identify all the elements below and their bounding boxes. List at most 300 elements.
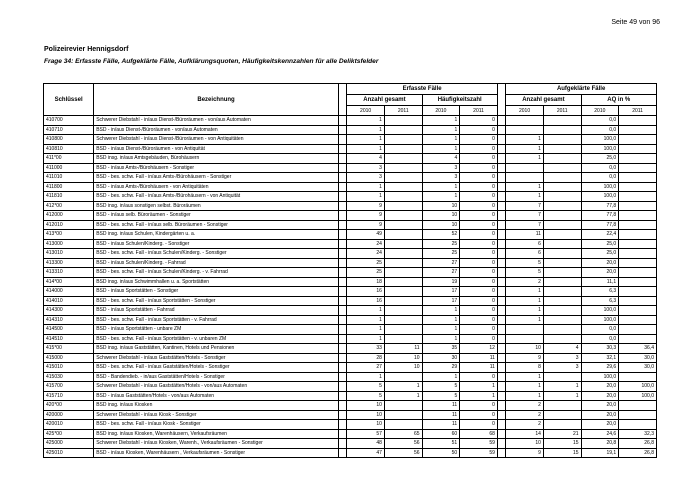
cell-aufgeklaert-2011 [543,325,581,335]
cell-aq-2011 [619,306,657,316]
header-haeufigkeitszahl: Häufigkeitszahl [422,95,497,106]
row-key: 414500 [44,325,94,335]
cell-hzk-2010: 60 [422,429,460,439]
cell-hzk-2010: 10 [422,220,460,230]
cell-aq-2010: 0,0 [581,163,619,173]
cell-hzk-2011: 0 [460,239,498,249]
cell-aufgeklaert-2011 [543,182,581,192]
cell-anzahl-2010: 3 [347,173,385,183]
cell-anzahl-2011: 10 [384,353,422,363]
spacer [497,382,505,392]
cell-hzk-2010: 30 [422,353,460,363]
spacer [338,144,346,154]
cell-aq-2010: 25,0 [581,154,619,164]
cell-anzahl-2011 [384,201,422,211]
spacer [497,239,505,249]
cell-aq-2011: 32,3 [619,429,657,439]
cell-anzahl-2010: 1 [347,182,385,192]
row-description: BSD - in/aus Sportstätten - Fahrrad [94,306,339,316]
cell-anzahl-2011: 65 [384,429,422,439]
cell-aq-2011 [619,239,657,249]
spacer [497,258,505,268]
cell-anzahl-2010: 1 [347,125,385,135]
spacer [497,420,505,430]
cell-aufgeklaert-2010 [506,325,544,335]
cell-hzk-2011: 0 [460,173,498,183]
year-header: 2010 [347,106,385,116]
cell-aq-2010: 20,0 [581,258,619,268]
row-description: Schwerer Diebstahl - in/aus Dienst-/Büroräumen - von Antiquitäten [94,135,339,145]
cell-aufgeklaert-2011 [543,277,581,287]
cell-aq-2010: 100,0 [581,315,619,325]
spacer [497,192,505,202]
table-row [44,382,657,392]
cell-aufgeklaert-2010: 1 [506,296,544,306]
spacer [338,353,346,363]
row-description: BSD - bes. schw. Fall - in/aus Sportstätten - Sonstiger [94,296,339,306]
cell-aq-2010: 77,8 [581,211,619,221]
row-key: 411010 [44,173,94,183]
cell-aq-2011 [619,230,657,240]
cell-anzahl-2011: 11 [384,344,422,354]
cell-hzk-2011: 0 [460,287,498,297]
cell-hzk-2010: 3 [422,173,460,183]
row-description: BSD - bes. schw. Fall - in/aus Amts-/Bürohäusern - Sonstiger [94,173,339,183]
row-key: 415*00 [44,344,94,354]
row-key: 413*00 [44,230,94,240]
cell-hzk-2011: 0 [460,230,498,240]
row-key: 415010 [44,363,94,373]
row-key: 412010 [44,220,94,230]
table-row [44,325,657,335]
cell-aq-2011: 100,0 [619,382,657,392]
cell-anzahl-2010: 18 [347,277,385,287]
spacer [497,353,505,363]
row-description: BSD - in/aus Schulen/Kinderg. - Sonstiger [94,239,339,249]
row-key: 413310 [44,268,94,278]
row-description: BSD insg. in/aus Schulen, Kindergärten u. a. [94,230,339,240]
cell-aq-2010: 25,0 [581,239,619,249]
spacer [338,306,346,316]
table-row [44,258,657,268]
row-key: 410700 [44,116,94,126]
cell-aufgeklaert-2010: 7 [506,220,544,230]
cell-hzk-2011: 0 [460,420,498,430]
row-description: BSD - bes. schw. Fall - in/aus Sportstätten - v. unbaren ZM [94,334,339,344]
cell-hzk-2010: 11 [422,401,460,411]
cell-anzahl-2010: 47 [347,448,385,458]
cell-anzahl-2010: 25 [347,268,385,278]
cell-aufgeklaert-2010: 6 [506,249,544,259]
header-anzahl-erfasst: Anzahl gesamt [347,95,422,106]
cell-aufgeklaert-2010: 1 [506,382,544,392]
cell-hzk-2011: 0 [460,372,498,382]
cell-aufgeklaert-2010: 1 [506,154,544,164]
table-row [44,239,657,249]
cell-aufgeklaert-2011 [543,268,581,278]
cell-aufgeklaert-2011 [543,163,581,173]
cell-anzahl-2011: 56 [384,448,422,458]
cell-anzahl-2010: 57 [347,429,385,439]
cell-aufgeklaert-2011 [543,154,581,164]
spacer [338,192,346,202]
cell-aq-2010: 100,0 [581,192,619,202]
table-row [44,125,657,135]
cell-hzk-2011: 0 [460,144,498,154]
cell-aq-2010: 100,0 [581,372,619,382]
spacer [497,182,505,192]
row-key: 411800 [44,182,94,192]
spacer [497,401,505,411]
cell-hzk-2011: 0 [460,125,498,135]
cell-anzahl-2011 [384,182,422,192]
cell-aufgeklaert-2011 [543,239,581,249]
spacer [497,448,505,458]
cell-anzahl-2010: 1 [347,135,385,145]
cell-hzk-2011: 0 [460,211,498,221]
cell-hzk-2011: 0 [460,249,498,259]
row-description: BSD - in/aus Sportstätten - unbare ZM [94,325,339,335]
cell-anzahl-2011 [384,239,422,249]
row-description: BSD insg. in/aus sonstigen selbst. Büroräumen [94,201,339,211]
cell-aufgeklaert-2011 [543,230,581,240]
cell-aq-2010: 20,0 [581,391,619,401]
cell-hzk-2011: 11 [460,353,498,363]
cell-anzahl-2010: 1 [347,116,385,126]
spacer [338,84,346,116]
cell-aq-2010: 0,0 [581,116,619,126]
cell-hzk-2011: 0 [460,410,498,420]
cell-aufgeklaert-2011 [543,135,581,145]
cell-aufgeklaert-2010: 1 [506,182,544,192]
cell-anzahl-2010: 3 [347,163,385,173]
cell-anzahl-2011 [384,144,422,154]
row-description: BSD insg. in/aus Kiosken, Warenhäusern, Verkaufsräumen [94,429,339,439]
row-key: 414000 [44,287,94,297]
cell-anzahl-2011: 10 [384,363,422,373]
cell-hzk-2010: 17 [422,287,460,297]
header-group-erfasst: Erfasste Fälle [347,84,498,95]
spacer [338,325,346,335]
cell-anzahl-2010: 33 [347,344,385,354]
cell-hzk-2011: 0 [460,192,498,202]
cell-hzk-2011: 0 [460,135,498,145]
cell-aufgeklaert-2011 [543,201,581,211]
cell-anzahl-2010: 10 [347,401,385,411]
cell-hzk-2011: 11 [460,363,498,373]
spacer [338,163,346,173]
spacer [497,144,505,154]
spacer [338,268,346,278]
table-row [44,429,657,439]
cell-anzahl-2011 [384,325,422,335]
row-description: BSD insg. in/aus Amtsgebäuden, Bürohäusern [94,154,339,164]
cell-hzk-2011: 0 [460,296,498,306]
table-row [44,448,657,458]
cell-aq-2011 [619,277,657,287]
table-row [44,173,657,183]
cell-aufgeklaert-2011: 15 [543,448,581,458]
cell-anzahl-2010: 5 [347,391,385,401]
year-header: 2011 [619,106,657,116]
cell-anzahl-2010: 1 [347,334,385,344]
cell-hzk-2010: 10 [422,201,460,211]
spacer [497,296,505,306]
spacer [497,277,505,287]
cell-hzk-2010: 4 [422,154,460,164]
cell-anzahl-2010: 1 [347,315,385,325]
cell-anzahl-2011 [384,211,422,221]
cell-aq-2010: 20,0 [581,382,619,392]
spacer [338,420,346,430]
cell-hzk-2010: 50 [422,448,460,458]
year-header: 2010 [422,106,460,116]
table-row [44,201,657,211]
document-subtitle: Frage 34: Erfasste Fälle, Aufgeklärte Fälle, Aufklärungsquoten, Häufigkeitskennzahlen für alle Deliktsfelder [44,58,379,65]
cell-anzahl-2011 [384,163,422,173]
cell-anzahl-2010: 1 [347,325,385,335]
row-description: Schwerer Diebstahl - in/aus Dienst-/Büroräumen - von/aus Automaten [94,116,339,126]
spacer [338,363,346,373]
cell-aufgeklaert-2011 [543,173,581,183]
cell-hzk-2011: 1 [460,382,498,392]
cell-aq-2010: 20,0 [581,410,619,420]
spacer [338,258,346,268]
cell-aufgeklaert-2011: 15 [543,439,581,449]
table-row [44,353,657,363]
cell-aq-2011 [619,287,657,297]
table-row [44,391,657,401]
cell-hzk-2011: 59 [460,439,498,449]
cell-anzahl-2011 [384,315,422,325]
cell-aq-2010: 19,1 [581,448,619,458]
cell-aq-2010: 30,3 [581,344,619,354]
table-row [44,211,657,221]
row-description: BSD - bes. schw. Fall - in/aus Kiosk - Sonstiger [94,420,339,430]
cell-aufgeklaert-2011 [543,125,581,135]
cell-anzahl-2011 [384,135,422,145]
table-row [44,287,657,297]
spacer [497,363,505,373]
cell-hzk-2010: 1 [422,125,460,135]
statistics-table [43,83,657,458]
cell-aufgeklaert-2011 [543,296,581,306]
cell-aq-2010: 100,0 [581,144,619,154]
cell-aq-2010: 20,8 [581,439,619,449]
cell-aufgeklaert-2010: 2 [506,401,544,411]
cell-aq-2011 [619,116,657,126]
cell-anzahl-2010: 4 [347,154,385,164]
cell-hzk-2011: 0 [460,201,498,211]
cell-anzahl-2010: 48 [347,439,385,449]
cell-anzahl-2010: 24 [347,249,385,259]
cell-aq-2011 [619,296,657,306]
cell-aq-2011 [619,334,657,344]
cell-anzahl-2011 [384,192,422,202]
cell-aufgeklaert-2011 [543,372,581,382]
cell-aufgeklaert-2010 [506,334,544,344]
cell-aufgeklaert-2010: 1 [506,192,544,202]
spacer [338,211,346,221]
cell-hzk-2011: 0 [460,258,498,268]
cell-aq-2011: 26,8 [619,448,657,458]
row-description: Schwerer Diebstahl - in/aus Gaststätten/Hotels - Sonstiger [94,353,339,363]
cell-aufgeklaert-2010: 7 [506,201,544,211]
cell-aufgeklaert-2010: 2 [506,277,544,287]
table-row [44,363,657,373]
cell-aufgeklaert-2010: 10 [506,439,544,449]
spacer [497,287,505,297]
cell-aufgeklaert-2011: 1 [543,382,581,392]
cell-aq-2011 [619,401,657,411]
cell-anzahl-2010: 10 [347,420,385,430]
spacer [338,287,346,297]
row-key: 414*00 [44,277,94,287]
cell-aufgeklaert-2010: 1 [506,306,544,316]
cell-aq-2010: 22,4 [581,230,619,240]
header-aq: AQ in % [581,95,656,106]
cell-hzk-2011: 0 [460,325,498,335]
cell-anzahl-2011 [384,154,422,164]
cell-anzahl-2011 [384,420,422,430]
cell-aq-2011: 30,0 [619,363,657,373]
header-group-aufgeklaert: Aufgeklärte Fälle [506,84,657,95]
cell-aufgeklaert-2011 [543,144,581,154]
cell-aufgeklaert-2010: 10 [506,344,544,354]
cell-anzahl-2010: 28 [347,353,385,363]
row-key: 413300 [44,258,94,268]
spacer [338,334,346,344]
row-key: 414300 [44,306,94,316]
cell-aufgeklaert-2011: 3 [543,363,581,373]
table-row [44,230,657,240]
table-row [44,249,657,259]
year-header: 2011 [384,106,422,116]
cell-aq-2010: 0,0 [581,325,619,335]
table-row [44,116,657,126]
cell-hzk-2011: 0 [460,401,498,411]
row-key: 414010 [44,296,94,306]
cell-aufgeklaert-2010: 1 [506,144,544,154]
spacer [497,344,505,354]
spacer [338,315,346,325]
row-description: BSD - bes. schw. Fall - in/aus Schulen/Kinderg. - Sonstiger [94,249,339,259]
row-key: 425*00 [44,429,94,439]
cell-hzk-2010: 27 [422,268,460,278]
table-row [44,344,657,354]
cell-aufgeklaert-2011 [543,192,581,202]
cell-aq-2010: 20,0 [581,420,619,430]
row-description: BSD insg. in/aus Gaststätten, Kantinen, Hotels und Pensionen [94,344,339,354]
table-row [44,296,657,306]
cell-aufgeklaert-2010: 1 [506,372,544,382]
cell-aq-2011: 100,0 [619,391,657,401]
cell-aufgeklaert-2011: 1 [543,391,581,401]
row-description: BSD - bes. schw. Fall - in/aus Schulen/Kinderg. - v. Fahrrad [94,268,339,278]
cell-aq-2011 [619,154,657,164]
cell-aq-2011 [619,315,657,325]
row-description: BSD insg. in/aus Kiosken [94,401,339,411]
spacer [338,410,346,420]
spacer [497,249,505,259]
cell-aufgeklaert-2010 [506,173,544,183]
row-description: BSD - in/aus Kiosken, Warenhäusern , Verkaufsräumen - Sonstiger [94,448,339,458]
cell-aq-2011: 36,4 [619,344,657,354]
row-key: 425000 [44,439,94,449]
spacer [338,448,346,458]
header-anzahl-aufgeklaert: Anzahl gesamt [506,95,581,106]
cell-aufgeklaert-2010: 1 [506,135,544,145]
cell-aq-2010: 0,0 [581,125,619,135]
cell-hzk-2011: 0 [460,334,498,344]
spacer [338,201,346,211]
spacer [338,135,346,145]
cell-anzahl-2010: 10 [347,410,385,420]
cell-aufgeklaert-2011 [543,334,581,344]
spacer [497,268,505,278]
cell-anzahl-2010: 1 [347,144,385,154]
table-row [44,154,657,164]
cell-anzahl-2011 [384,410,422,420]
cell-hzk-2010: 1 [422,334,460,344]
cell-hzk-2011: 0 [460,268,498,278]
cell-aufgeklaert-2011 [543,410,581,420]
table-row [44,439,657,449]
table-row [44,277,657,287]
cell-hzk-2010: 10 [422,211,460,221]
spacer [497,211,505,221]
cell-aufgeklaert-2010: 8 [506,363,544,373]
cell-anzahl-2010: 9 [347,220,385,230]
cell-aq-2010: 6,3 [581,287,619,297]
cell-anzahl-2011 [384,230,422,240]
row-description: BSD - in/aus Dienst-/Büroräumen - von/aus Automaten [94,125,339,135]
spacer [338,429,346,439]
spacer [497,429,505,439]
row-description: Schwerer Diebstahl - in/aus Gaststätten/Hotels - von/aus Automaten [94,382,339,392]
cell-hzk-2010: 11 [422,420,460,430]
table-row [44,401,657,411]
spacer [338,125,346,135]
cell-aufgeklaert-2011 [543,306,581,316]
row-description: BSD - bes. schw. Fall - in/aus Amts-/Bürohäusern - von Antiquität [94,192,339,202]
cell-hzk-2011: 68 [460,429,498,439]
cell-anzahl-2011 [384,287,422,297]
cell-anzahl-2010: 5 [347,382,385,392]
spacer [497,230,505,240]
cell-aufgeklaert-2011 [543,249,581,259]
cell-aq-2011 [619,372,657,382]
cell-anzahl-2011 [384,125,422,135]
cell-hzk-2010: 25 [422,239,460,249]
cell-aufgeklaert-2011 [543,211,581,221]
table-row [44,410,657,420]
cell-hzk-2010: 1 [422,144,460,154]
cell-aq-2011: 30,0 [619,353,657,363]
cell-aq-2011 [619,268,657,278]
cell-anzahl-2010: 1 [347,192,385,202]
cell-aq-2011 [619,258,657,268]
cell-anzahl-2011: 1 [384,391,422,401]
cell-aq-2010: 6,3 [581,296,619,306]
cell-hzk-2011: 59 [460,448,498,458]
cell-hzk-2010: 1 [422,135,460,145]
spacer [497,84,505,116]
cell-aufgeklaert-2010: 9 [506,448,544,458]
cell-anzahl-2010: 1 [347,372,385,382]
cell-hzk-2011: 0 [460,154,498,164]
row-description: BSD - bes. schw. Fall - in/aus Sportstätten - v. Fahrrad [94,315,339,325]
